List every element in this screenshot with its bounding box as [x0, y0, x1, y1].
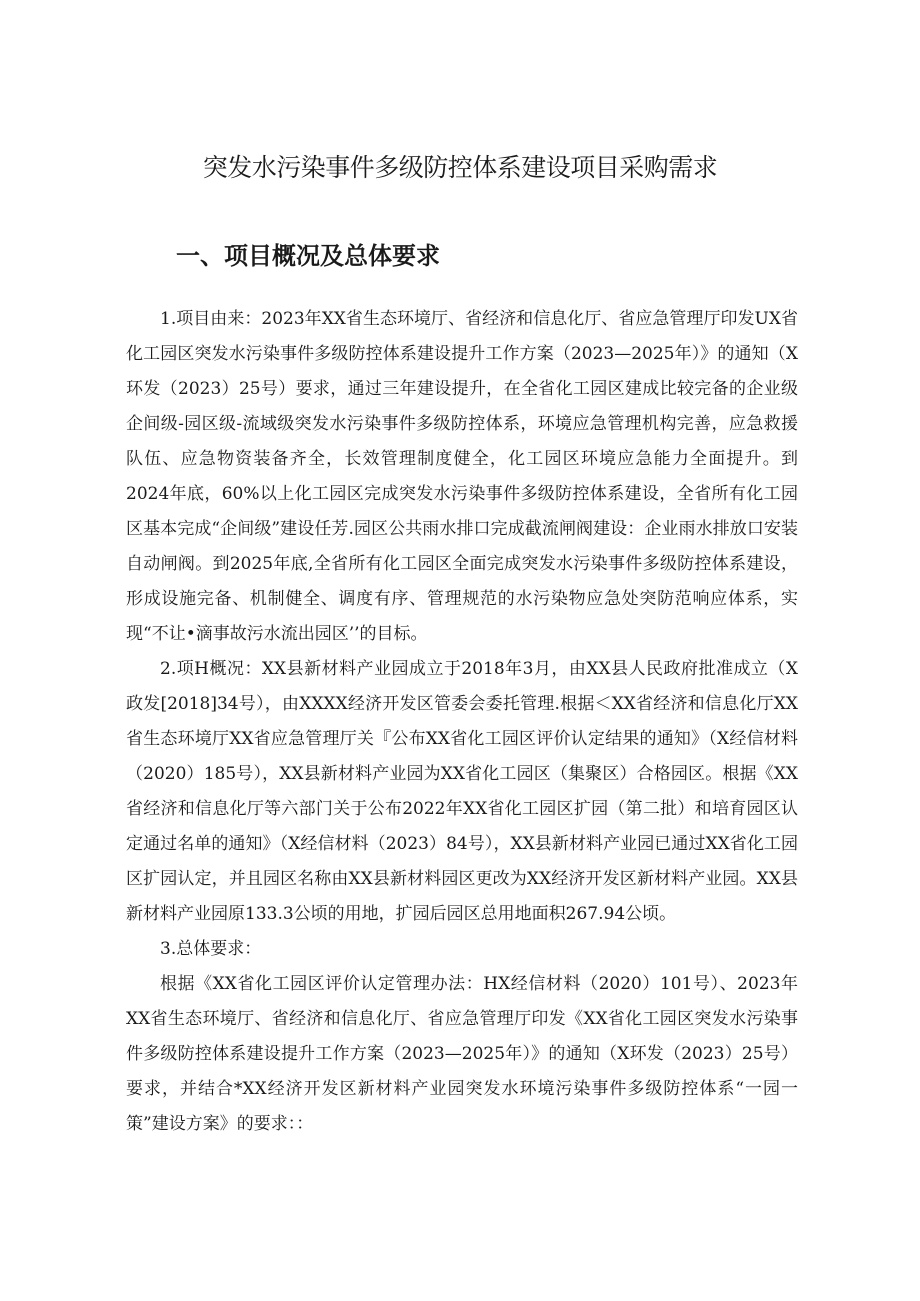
document-title: 突发水污染事件多级防控体系建设项目采购需求	[202, 153, 718, 182]
paragraph-project-origin: 1.项目由来：2023年XX省生态环境厅、省经济和信息化厅、省应急管理厅印发UX省化工园区突发水污染事件多级防控体系建设提升工作方案（2023—2025年）》的通知（X环发（2023）25号）要求，通过三年建设提升，在全省化工园区建成比较完备的企业级企间级-园区级-流域级突发水污染事件多级防控体系，环境应急管理机构完善，应急救援队伍、应急物资装备齐全，长效管理制度健全，化工园区环境应急能力全面提升。到2024年底，60%以上化工园区完成突发水污染事件多级防控体系建设，全省所有化工园区基本完成“企间级”建设任芳.园区公共雨水排口完成截流闸阀建设：企业雨水排放口安装自动闸阀。到2025年底,全省所有化工园区全面完成突发水污染事件多级防控体系建设，形成设施完备、机制健全、调度有序、管理规范的水污染物应急处突防范响应体系，实现“不让•滴事故污水流出园区’’的目标。	[126, 309, 798, 644]
section-heading: 一、项目概况及总体要求	[176, 242, 440, 270]
document-body	[126, 302, 798, 1142]
paragraph-general-requirements: 根据《XX省化工园区评价认定管理办法：HX经信材料（2020）101号）、2023年XX省生态环境厅、省经济和信息化厅、省应急管理厅印发《XX省化工园区突发水污染事件多级防控体系建设提升工作方案（2023—2025年）》的通知（X环发（2023）25号）要求，并结合*XX经济开发区新材料产业园突发水环境污染事件多级防控体系“一园一策”建设方案》的要求：：	[126, 974, 798, 1134]
paragraph-project-overview: 2.项H概况：XX县新材料产业园成立于2018年3月，由XX县人民政府批准成立（X政发[2018]34号），由XXXX经济开发区管委会委托管理.根据＜XX省经济和信息化厅XX省生态环境厅XX省应急管理厅关『公布XX省化工园区评价认定结果的通知》（X经信材料（2020）185号），XX县新材料产业园为XX省化工园区（集聚区）合格园区。根据《XX省经济和信息化厅等六部门关于公布2022年XX省化工园区扩园（第二批）和培育园区认定通过名单的通知》（X经信材料（2023）84号），XX县新材料产业园已通过XX省化工园区扩园认定，并且园区名称由XX县新材料园区更改为XX经济开发区新材料产业园。XX县新材料产业园原133.3公顷的用地，扩园后园区总用地面积267.94公顷。	[126, 659, 798, 924]
paragraph-general-requirements-heading: 3.总体要求：	[160, 939, 262, 959]
